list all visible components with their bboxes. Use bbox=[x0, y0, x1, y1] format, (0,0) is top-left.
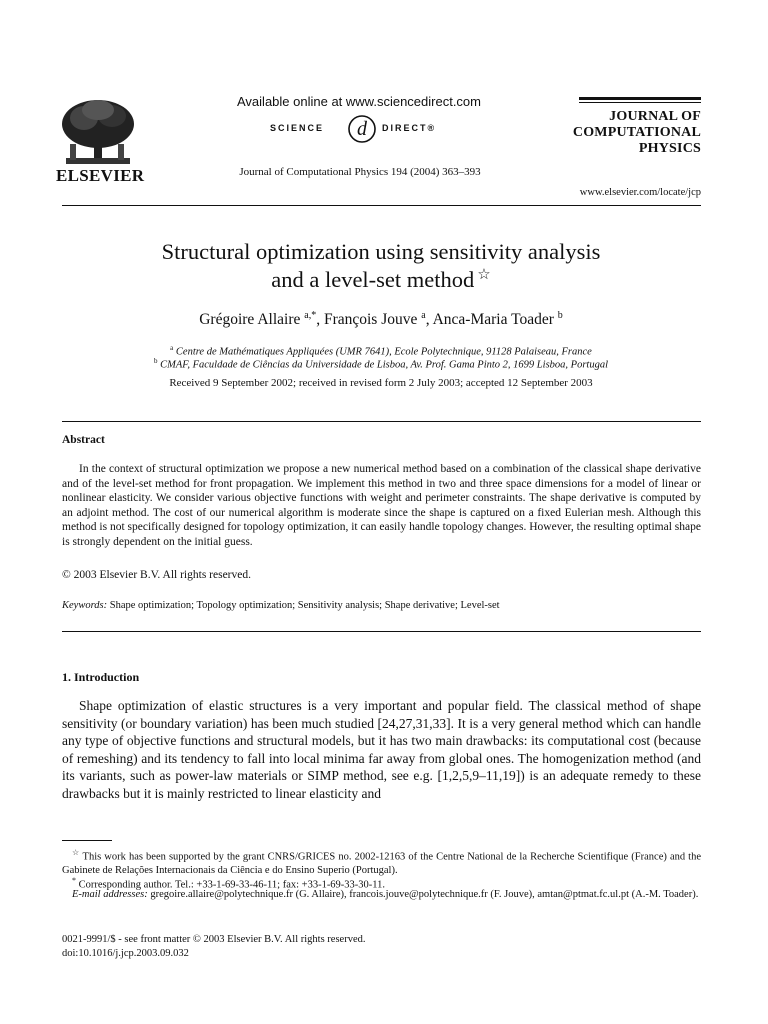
section-heading-introduction: 1. Introduction bbox=[62, 670, 140, 684]
masthead-rule-thin bbox=[579, 102, 701, 103]
journal-name-line: PHYSICS bbox=[638, 141, 701, 156]
doi-line[interactable]: doi:10.1016/j.jcp.2003.09.032 bbox=[62, 948, 189, 959]
journal-name-line: JOURNAL OF bbox=[609, 109, 701, 124]
keywords-label: Keywords: bbox=[62, 600, 108, 611]
author-name: Anca-Maria Toader bbox=[432, 311, 554, 329]
article-title bbox=[60, 238, 702, 294]
publisher-name: ELSEVIER bbox=[56, 166, 145, 185]
abstract-body: In the context of structural optimization we propose a new numerical method based on a combination of the classical shape derivative and of the level-set method for front propagation. We implement this method in two and three space dimensions for a model of linear or nonlinear elasticity. We consider various objective functions with weight and perimeter constraints. The shape derivative is computed by an adjoint method. The cost of our numerical algorithm is moderate since the shape is captured on a fixed Eulerian mesh. Although this method is not specifically designed for topology optimization, it can easily handle topology changes. However, the resulting optimal shape is strongly dependent on the initial guess. bbox=[62, 463, 701, 548]
abstract-heading: Abstract bbox=[62, 434, 105, 446]
email-addresses[interactable]: gregoire.allaire@polytechnique.fr (G. Allaire), francois.jouve@polytechnique.fr (F. Jouve), amtan@ptmat.fc.ul.pt (A.-M. Toader). bbox=[150, 889, 699, 900]
affil-text: CMAF, Faculdade de Ciências da Universidade de Lisboa, Av. Prof. Gama Pinto 2, 1699 Lisboa, Portugal bbox=[160, 359, 608, 371]
author-affil-mark[interactable]: a,* bbox=[304, 310, 317, 321]
footnote-rule bbox=[62, 840, 112, 841]
journal-url[interactable]: www.elsevier.com/locate/jcp bbox=[579, 187, 701, 198]
footnote-emails bbox=[62, 888, 701, 902]
footnote-star-icon: ☆ bbox=[72, 848, 80, 857]
footnote-text: This work has been supported by the grant CNRS/GRICES no. 2002-12163 of the Centre National de la Recherche Scientifique (France) and the Gabinete de Relações Internacionais da Ciência e do Ensino Superio (Portugal). bbox=[62, 851, 702, 876]
affil-label: b bbox=[153, 357, 158, 365]
introduction-body: Shape optimization of elastic structures is a very important and popular field. The classical method of shape sensitivity (or boundary variation) has been much studied [24,27,31,33]. It is a very general method which can handle any type of objective functions and structural models, but it has two main drawbacks: its computational cost (because of remeshing) and its tendency to fall into local minima far away from global ones. The homogenization method (and its variants, such as power-law materials or SIMP method, see e.g. [1,2,5,9–11,19]) is an adequate remedy to these drawbacks but it is mainly restricted to linear elasticity and bbox=[62, 698, 701, 801]
author-name: Grégoire Allaire bbox=[199, 311, 301, 329]
abstract-copyright: © 2003 Elsevier B.V. All rights reserved. bbox=[62, 569, 251, 581]
title-line-2 bbox=[60, 266, 702, 294]
journal-masthead bbox=[570, 109, 701, 157]
front-matter-line: 0021-9991/$ - see front matter © 2003 Elsevier B.V. All rights reserved. bbox=[62, 934, 366, 945]
author-name: François Jouve bbox=[323, 311, 418, 329]
title-line: Structural optimization using sensitivity analysis bbox=[161, 239, 601, 264]
abstract-top-rule bbox=[62, 421, 701, 422]
svg-text:d: d bbox=[357, 118, 367, 140]
email-label: E-mail addresses: bbox=[72, 889, 148, 900]
masthead-rule bbox=[579, 97, 701, 100]
sciencedirect-logo bbox=[270, 114, 450, 144]
affil-text: Centre de Mathématiques Appliquées (UMR 7641), Ecole Polytechnique, 91128 Palaiseau, France bbox=[175, 346, 592, 358]
title-line-text: and a level-set method bbox=[271, 267, 475, 292]
received-dates: Received 9 September 2002; received in revised form 2 July 2003; accepted 12 September 2003 bbox=[169, 377, 593, 389]
footnote-funding bbox=[62, 846, 701, 878]
journal-citation: Journal of Computational Physics 194 (2004) 363–393 bbox=[239, 166, 481, 178]
title-footnote-star-icon[interactable]: ☆ bbox=[477, 266, 491, 283]
footnote-asterisk: * bbox=[72, 876, 76, 885]
keywords bbox=[62, 600, 701, 611]
available-online-text: Available online at www.sciencedirect.com bbox=[237, 94, 481, 109]
author-affil-mark[interactable]: b bbox=[557, 310, 563, 321]
abstract-bottom-rule bbox=[62, 631, 701, 632]
author-list: Grégoire Allaire $^{a,*}$, François Jouve $^a$, Anca-Maria Toader $^b$ bbox=[199, 310, 563, 329]
footnote-text: Corresponding author. Tel.: +33-1-69-33-46-11; fax: +33-1-69-33-30-11. bbox=[78, 879, 386, 891]
sd-right-word: DIRECT® bbox=[382, 123, 437, 133]
keywords-list: Shape optimization; Topology optimization; Sensitivity analysis; Shape derivative; Level-set bbox=[109, 600, 500, 611]
journal-name-line: COMPUTATIONAL bbox=[572, 125, 701, 140]
header-divider bbox=[62, 205, 701, 206]
sd-d-icon bbox=[347, 114, 377, 144]
sd-left-word: SCIENCE bbox=[270, 123, 325, 133]
affiliation-b bbox=[60, 357, 702, 371]
affiliation-a bbox=[60, 344, 702, 358]
author-affil-mark[interactable]: a bbox=[421, 310, 426, 321]
affil-label: a bbox=[170, 344, 174, 352]
